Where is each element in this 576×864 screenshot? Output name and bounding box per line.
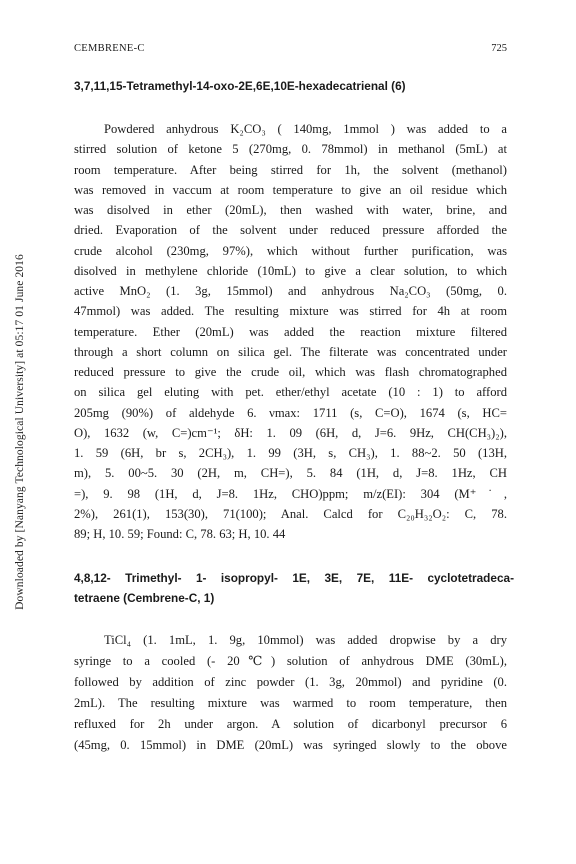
section-heading-compound-6 bbox=[74, 76, 514, 96]
paragraph-line: =), 9. 98 (1H, d, J=8. 1Hz, CHO)ppm; m/z(EI): 304 (M⁺˙, bbox=[74, 486, 507, 501]
paragraph-line: disolved in methylene chloride (10mL) to give a clear solution, to which bbox=[74, 263, 507, 278]
running-header bbox=[74, 43, 507, 59]
paragraph-line: room temperature. After being stirred for 1h, the solvent (methanol) bbox=[74, 162, 507, 177]
procedure-paragraph-compound-6 bbox=[74, 119, 507, 544]
page-number: 725 bbox=[491, 43, 507, 54]
paragraph-line: refluxed for 2h under argon. A solution of dicarbonyl precursor 6 bbox=[74, 717, 507, 731]
paragraph-line: temperature. Ether (20mL) was added the reaction mixture filtered bbox=[74, 324, 507, 339]
paragraph-line: was disolved in ether (20mL), then washed with water, brine, and bbox=[74, 203, 507, 217]
paragraph-line: syringe to a cooled (- 20℃) solution of anhydrous DME (30mL), bbox=[74, 654, 507, 668]
paragraph-line: 205mg (90%) of aldehyde 6. νmax: 1711 (s, C=O), 1674 (s, HC= bbox=[74, 405, 507, 420]
paragraph-line: was removed in vaccum at room temperature to give an oil residue which bbox=[74, 182, 507, 197]
paragraph-line: followed by addition of zinc powder (1. 3g, 20mmol) and pyridine (0. bbox=[74, 675, 507, 689]
paragraph-line: TiCl₄ (1. 1mL, 1. 9g, 10mmol) was added dropwise by a dry bbox=[104, 633, 507, 647]
paragraph-line: crude alcohol (230mg, 97%), which without further purification, was bbox=[74, 243, 507, 258]
heading-line: tetraene (Cembrene-C, 1) bbox=[74, 591, 215, 606]
download-watermark bbox=[13, 0, 27, 864]
paragraph-line: reduced pressure to give the crude oil, which was flash chromatographed bbox=[74, 365, 507, 379]
paragraph-line: m), 5. 00~5. 30 (2H, m, CH=), 5. 84 (1H, d, J=8. 1Hz, CH bbox=[74, 466, 507, 481]
paragraph-line: 2%), 261(1), 153(30), 71(100); Anal. Calcd for C₂₀H₃₂O₂: C, 78. bbox=[74, 506, 507, 521]
paragraph-line: on silica gel eluting with pet. ether/ethyl acetate (10 : 1) to afford bbox=[74, 385, 507, 400]
paragraph-line: 1. 59 (6H, br s, 2CH₃), 1. 99 (3H, s, CH₃), 1. 88~2. 50 (13H, bbox=[74, 446, 507, 460]
paragraph-line: active MnO₂ (1. 3g, 15mmol) and anhydrous Na₂CO₃ (50mg, 0. bbox=[74, 284, 507, 298]
paragraph-line: (45mg, 0. 15mmol) in DME (20mL) was syringed slowly to the obove bbox=[74, 738, 507, 752]
download-watermark-text: Downloaded by [Nanyang Technological University] at 05:17 01 June 2016 bbox=[14, 254, 27, 610]
paragraph-line: 2mL). The resulting mixture was warmed to room temperature, then bbox=[74, 696, 507, 710]
section-heading-cembrene-c bbox=[74, 568, 514, 609]
paragraph-line: O), 1632 (w, C=)cm⁻¹; δH: 1. 09 (6H, d, J=6. 9Hz, CH(CH₃)₂), bbox=[74, 425, 507, 440]
running-title: CEMBRENE-C bbox=[74, 43, 145, 54]
paragraph-line: through a short column on silica gel. The filterate was concentrated under bbox=[74, 344, 507, 359]
heading-line: 4,8,12- Trimethyl- 1- isopropyl- 1E, 3E, 7E, 11E- cyclotetradeca- bbox=[74, 571, 514, 585]
procedure-paragraph-cembrene-c bbox=[74, 630, 507, 756]
paragraph-line: Powdered anhydrous K₂CO₃ ( 140mg, 1mmol ) was added to a bbox=[104, 122, 507, 136]
paragraph-line: dried. Evaporation of the solvent under reduced pressure afforded the bbox=[74, 223, 507, 238]
heading-line: 3,7,11,15-Tetramethyl-14-oxo-2E,6E,10E-hexadecatrienal (6) bbox=[74, 79, 406, 93]
paragraph-line: 89; H, 10. 59; Found: C, 78. 63; H, 10. 44 bbox=[74, 527, 286, 541]
paragraph-line: stirred solution of ketone 5 (270mg, 0. 78mmol) in methanol (5mL) at bbox=[74, 142, 507, 157]
paragraph-line: 47mmol) was added. The resulting mixture was stirred for 4h at room bbox=[74, 304, 507, 319]
